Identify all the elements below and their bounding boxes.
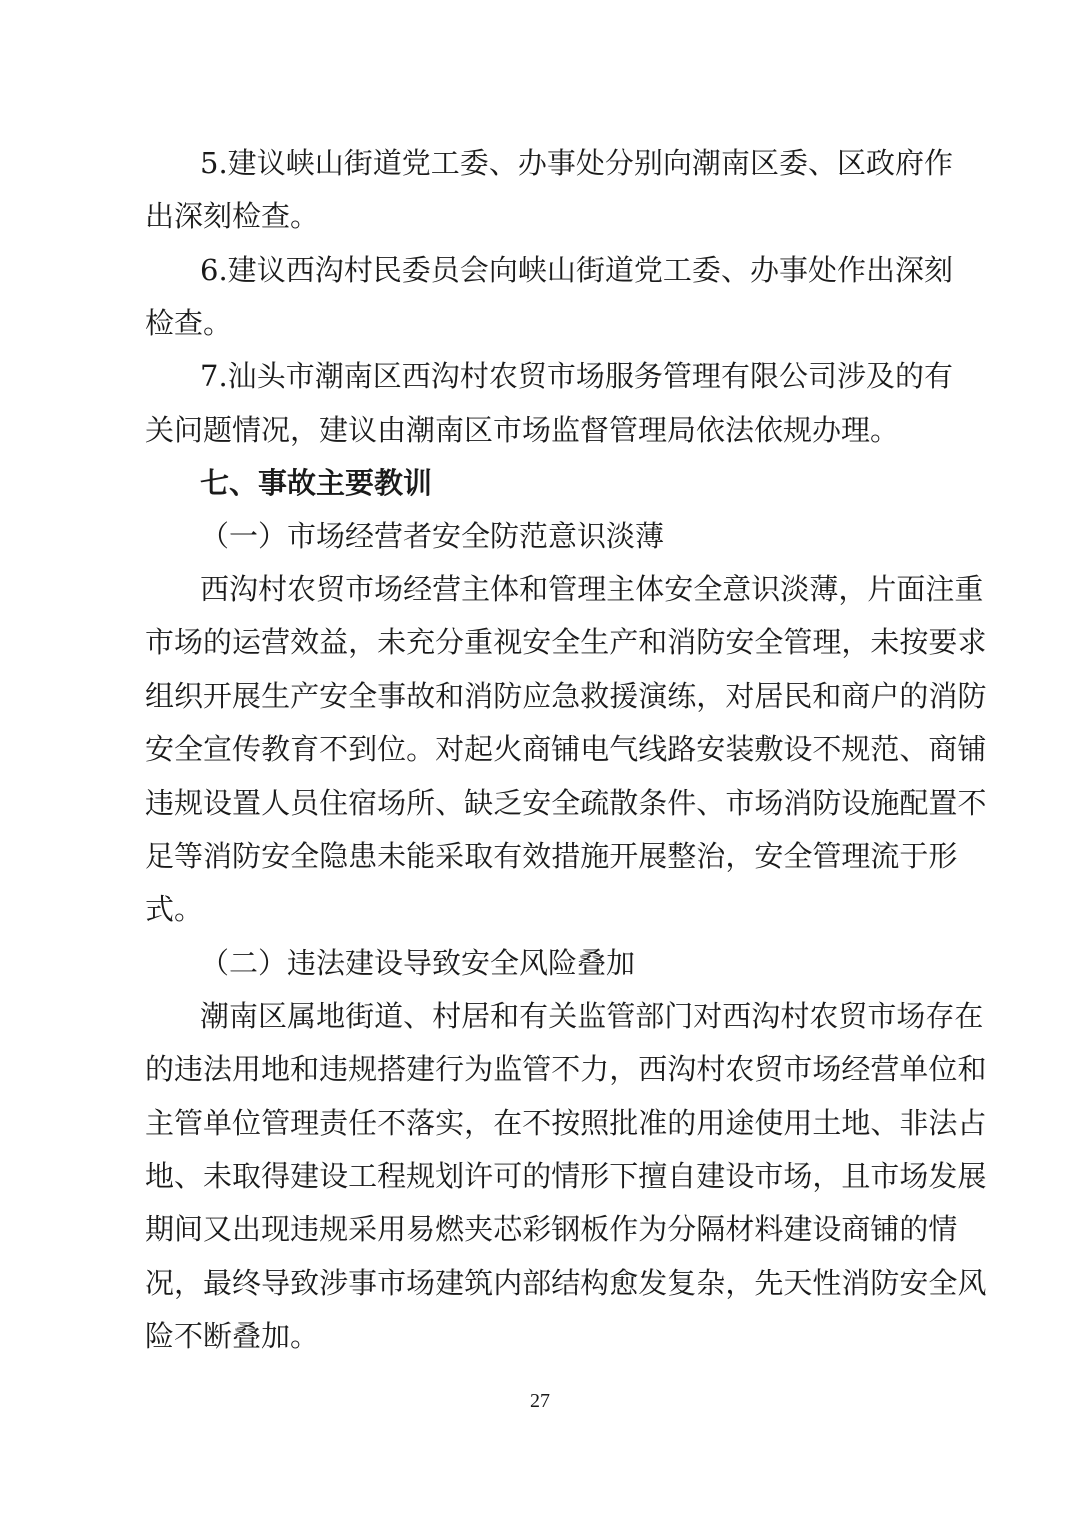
section-heading: 七、事故主要教训 [200,466,433,500]
text-line: 关问题情况，建议由潮南区市场监督管理局依法依规办理。 [145,413,900,447]
page-number: 27 [530,1390,550,1412]
text-line: 6 . 建 议 西 沟 村 民 委 员 会 向 峡 山 街 道 党 工 委 、 办 事 处 作 出 深 刻 [200,253,954,287]
text-line: （二）违法建设导致安全风险叠加 [200,946,636,980]
text-line: 7 . 汕 头 市 潮 南 区 西 沟 村 农 贸 市 场 服 务 管 理 有 限 公 司 涉 及 的 有 [200,359,954,393]
text-line: 出深刻检查。 [145,199,320,233]
text-line: 况 ， 最 终 导 致 涉 事 市 场 建 筑 内 部 结 构 愈 发 复 杂 ， 先 天 性 消 防 安 全 风 [145,1266,987,1300]
text-line: （一）市场经营者安全防范意识淡薄 [200,519,665,553]
text-line: 地 、 未 取 得 建 设 工 程 规 划 许 可 的 情 形 下 擅 自 建 设 市 场 ， 且 市 场 发 展 [145,1159,987,1193]
text-line: 检查。 [145,306,233,340]
text-line: 主 管 单 位 管 理 责 任 不 落 实 ， 在 不 按 照 批 准 的 用 途 使 用 土 地 、 非 法 占 [145,1106,987,1140]
text-line: 足 等 消 防 安 全 隐 患 未 能 采 取 有 效 措 施 开 展 整 治 ， 安 全 管 理 流 于 形 [145,839,958,873]
text-line: 组 织 开 展 生 产 安 全 事 故 和 消 防 应 急 救 援 演 练 ， 对 居 民 和 商 户 的 消 防 [145,679,987,713]
text-line: 市 场 的 运 营 效 益 ， 未 充 分 重 视 安 全 生 产 和 消 防 安 全 管 理 ， 未 按 要 求 [145,625,987,659]
text-line: 安 全 宣 传 教 育 不 到 位 。 对 起 火 商 铺 电 气 线 路 安 装 敷 设 不 规 范 、 商 铺 [145,732,987,766]
text-line: 西 沟 村 农 贸 市 场 经 营 主 体 和 管 理 主 体 安 全 意 识 淡 薄 ， 片 面 注 重 [200,572,984,606]
text-line: 违 规 设 置 人 员 住 宿 场 所 、 缺 乏 安 全 疏 散 条 件 、 市 场 消 防 设 施 配 置 不 [145,786,987,820]
text-line: 期 间 又 出 现 违 规 采 用 易 燃 夹 芯 彩 钢 板 作 为 分 隔 材 料 建 设 商 铺 的 情 [145,1212,958,1246]
text-line: 潮 南 区 属 地 街 道 、 村 居 和 有 关 监 管 部 门 对 西 沟 村 农 贸 市 场 存 在 [200,999,984,1033]
text-line: 5 . 建 议 峡 山 街 道 党 工 委 、 办 事 处 分 别 向 潮 南 区 委 、 区 政 府 作 [200,146,954,180]
text-line: 险不断叠加。 [145,1319,320,1353]
text-line: 式。 [145,892,204,926]
text-line: 的 违 法 用 地 和 违 规 搭 建 行 为 监 管 不 力 ， 西 沟 村 农 贸 市 场 经 营 单 位 和 [145,1052,987,1086]
